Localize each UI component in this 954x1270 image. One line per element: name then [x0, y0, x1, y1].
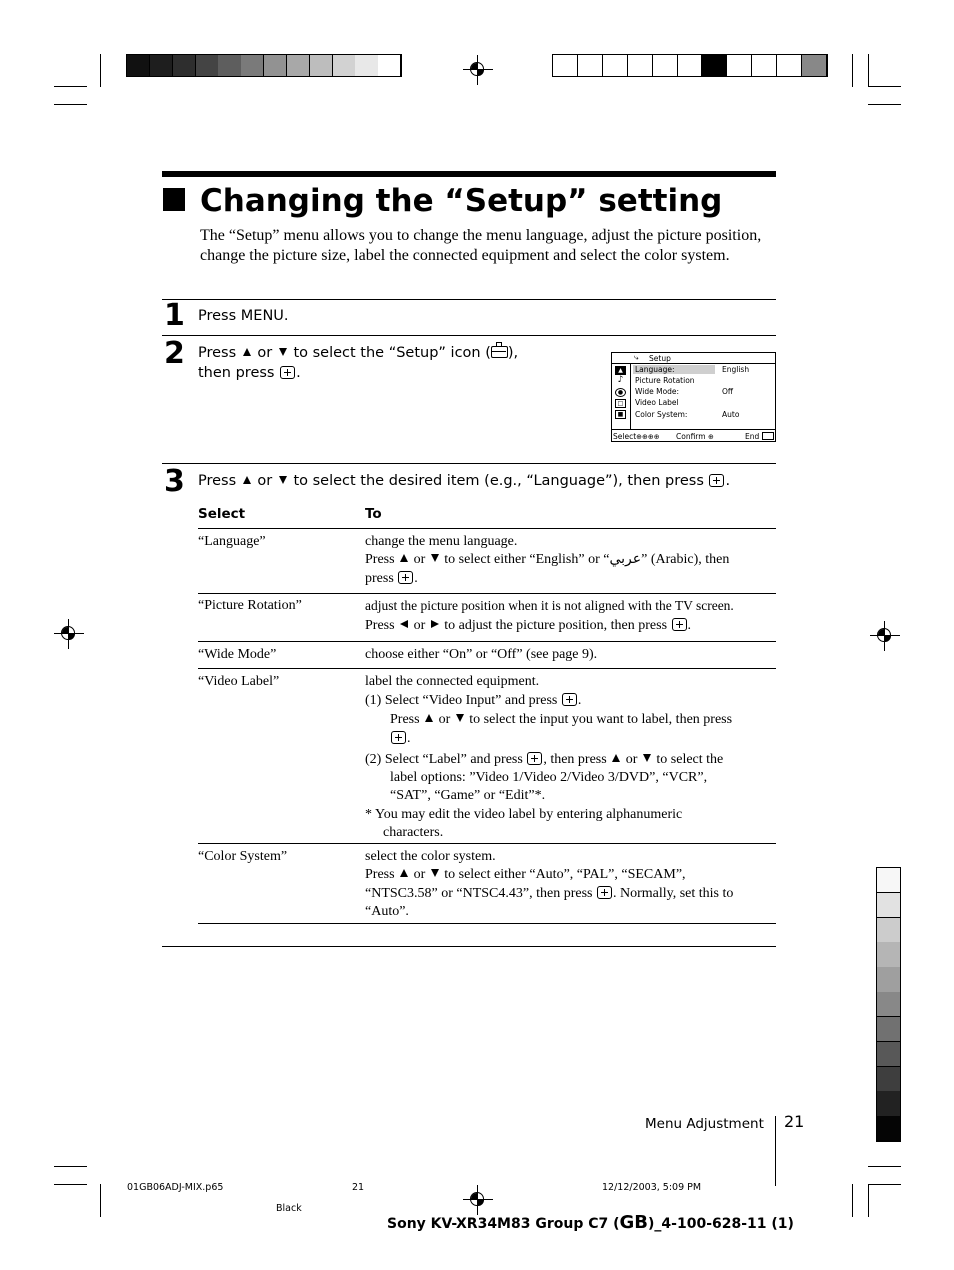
up-arrow-icon	[400, 554, 408, 562]
table-cell-select: “Color System”	[198, 849, 288, 864]
down-arrow-icon	[643, 754, 651, 762]
setup-icon: ⤷	[634, 353, 639, 362]
enter-button-icon	[597, 886, 612, 899]
down-arrow-icon	[431, 869, 439, 877]
table-cell-select: “Language”	[198, 534, 266, 549]
section-end-rule	[162, 946, 776, 947]
down-arrow-icon	[431, 554, 439, 562]
footer-divider	[775, 1116, 776, 1186]
registration-box	[603, 55, 628, 76]
osd-value: Off	[722, 387, 734, 396]
setup-menu-screen	[611, 352, 776, 442]
grayscale-swatch	[287, 55, 310, 76]
side-tab-swatch	[877, 1017, 900, 1042]
page-number: 21	[784, 1112, 805, 1131]
side-tab-swatch	[877, 1116, 900, 1141]
registration-box	[702, 55, 727, 76]
plate-color: Black	[276, 1203, 302, 1214]
step-text: Press MENU.	[198, 308, 289, 324]
right-arrow-icon	[431, 620, 439, 628]
model-code: Sony KV-XR34M83 Group C7 (GB)_4-100-628-11 (1)	[387, 1212, 794, 1233]
footer-section-name: Menu Adjustment	[645, 1116, 764, 1132]
grayscale-swatch	[264, 55, 287, 76]
osd-title: Setup	[649, 354, 671, 363]
step-text: Press or to select the “Setup” icon ( ), then press .	[198, 343, 518, 383]
table-rule	[198, 641, 776, 642]
step-number: 1	[164, 298, 185, 333]
grayscale-swatch	[173, 55, 196, 76]
osd-footer-confirm: Confirm ⊕	[676, 432, 714, 441]
file-page: 21	[352, 1182, 365, 1193]
side-tab-swatch	[877, 868, 900, 893]
osd-item: Color System:	[635, 410, 688, 419]
table-cell-to: change the menu language. Press or to select either “English” or “عربي” (Arabic), then press .	[365, 534, 730, 586]
grayscale-swatch	[310, 55, 333, 76]
grayscale-bar	[126, 54, 402, 77]
osd-item: Picture Rotation	[635, 376, 695, 385]
enter-button-icon	[280, 366, 295, 379]
step-number: 2	[164, 336, 185, 371]
enter-button-icon	[391, 731, 406, 744]
channel-icon: □	[615, 399, 626, 408]
registration-mark-top	[467, 59, 489, 81]
up-arrow-icon	[400, 869, 408, 877]
side-tab-swatch	[877, 893, 900, 918]
divider	[162, 335, 776, 336]
registration-box	[678, 55, 703, 76]
table-rule	[198, 668, 776, 669]
table-cell-select: “Video Label”	[198, 674, 280, 689]
side-tab-swatch	[877, 1091, 900, 1116]
table-cell-to: select the color system. Press or to select either “Auto”, “PAL”, “SECAM”, “NTSC3.58” or “NTSC4.43”, then press . Normally, set this to “Auto”.	[365, 849, 734, 919]
side-tab-swatch	[877, 1067, 900, 1092]
enter-button-icon	[398, 571, 413, 584]
left-arrow-icon	[400, 620, 408, 628]
table-rule	[198, 843, 776, 844]
osd-footer-end: End	[745, 432, 774, 441]
grayscale-swatch	[241, 55, 264, 76]
osd-value: English	[722, 365, 750, 374]
registration-box	[802, 55, 827, 76]
osd-footer-select: Select⊕⊕⊕⊕	[613, 432, 660, 441]
table-cell-select: “Picture Rotation”	[198, 598, 302, 613]
down-arrow-icon	[279, 348, 287, 356]
registration-box	[628, 55, 653, 76]
enter-button-icon	[527, 752, 542, 765]
osd-item: Wide Mode:	[635, 387, 680, 396]
table-rule	[198, 593, 776, 594]
grayscale-swatch	[378, 55, 401, 76]
side-tab-swatch	[877, 1042, 900, 1067]
page-title: Changing the “Setup” setting	[200, 183, 723, 219]
divider	[162, 299, 776, 300]
up-arrow-icon	[612, 754, 620, 762]
registration-box	[553, 55, 578, 76]
grayscale-swatch	[218, 55, 241, 76]
side-tab-swatch	[877, 918, 900, 943]
table-cell-to: label the connected equipment. (1) Select “Video Input” and press . Press or to select the input you want to label, then press . (2) Select “Label” and press , then press or to select the label options: ”Video 1/Video 2/Video 3/DVD”, “VCR”, “SAT”, “Game” or “Edit”*. * You may edit the video label by entering alphanumeric characters.	[365, 674, 733, 840]
registration-box	[777, 55, 802, 76]
table-rule	[198, 528, 776, 529]
down-arrow-icon	[279, 476, 287, 484]
intro-paragraph: The “Setup” menu allows you to change the menu language, adjust the picture position, change the picture size, label the connected equipment and select the color system.	[200, 227, 762, 264]
side-tab-swatch	[877, 992, 900, 1017]
side-grayscale-tab	[876, 867, 901, 1142]
registration-box	[578, 55, 603, 76]
enter-button-icon	[672, 618, 687, 631]
timer-icon: ●	[615, 388, 626, 397]
registration-boxes	[552, 54, 828, 77]
step-text: Press or to select the desired item (e.g., “Language”), then press .	[198, 473, 731, 489]
picture-icon: ▲	[615, 366, 626, 375]
osd-item: Language:	[635, 365, 675, 374]
osd-item: Video Label	[635, 398, 679, 407]
registration-box	[727, 55, 752, 76]
section-title-marker	[163, 188, 185, 211]
table-header-select: Select	[198, 506, 246, 522]
setup-toolbox-icon: ■	[615, 410, 626, 419]
table-rule	[198, 923, 776, 924]
heading-rule	[162, 171, 776, 177]
up-arrow-icon	[243, 476, 251, 484]
registration-box	[653, 55, 678, 76]
divider	[162, 463, 776, 464]
table-cell-select: “Wide Mode”	[198, 647, 277, 662]
grayscale-swatch	[150, 55, 173, 76]
file-name: 01GB06ADJ-MIX.p65	[127, 1182, 224, 1193]
grayscale-swatch	[333, 55, 356, 76]
side-tab-swatch	[877, 967, 900, 992]
side-tab-swatch	[877, 942, 900, 967]
step-number: 3	[164, 464, 185, 499]
grayscale-swatch	[196, 55, 219, 76]
registration-box	[752, 55, 777, 76]
registration-mark-bottom	[467, 1189, 489, 1211]
grayscale-swatch	[355, 55, 378, 76]
registration-mark-right	[874, 625, 896, 647]
up-arrow-icon	[243, 348, 251, 356]
table-cell-to: adjust the picture position when it is not aligned with the TV screen. Press or to adjust the picture position, then press .	[365, 598, 734, 633]
table-header-to: To	[365, 506, 382, 522]
enter-button-icon	[709, 474, 724, 487]
down-arrow-icon	[456, 714, 464, 722]
osd-value: Auto	[722, 410, 740, 419]
print-timestamp: 12/12/2003, 5:09 PM	[602, 1182, 702, 1193]
setup-toolbox-icon	[491, 346, 508, 358]
up-arrow-icon	[425, 714, 433, 722]
enter-button-icon	[562, 693, 577, 706]
table-cell-to: choose either “On” or “Off” (see page 9).	[365, 647, 598, 662]
grayscale-swatch	[127, 55, 150, 76]
sound-icon: ♪	[617, 375, 624, 385]
registration-mark-left	[58, 623, 80, 645]
